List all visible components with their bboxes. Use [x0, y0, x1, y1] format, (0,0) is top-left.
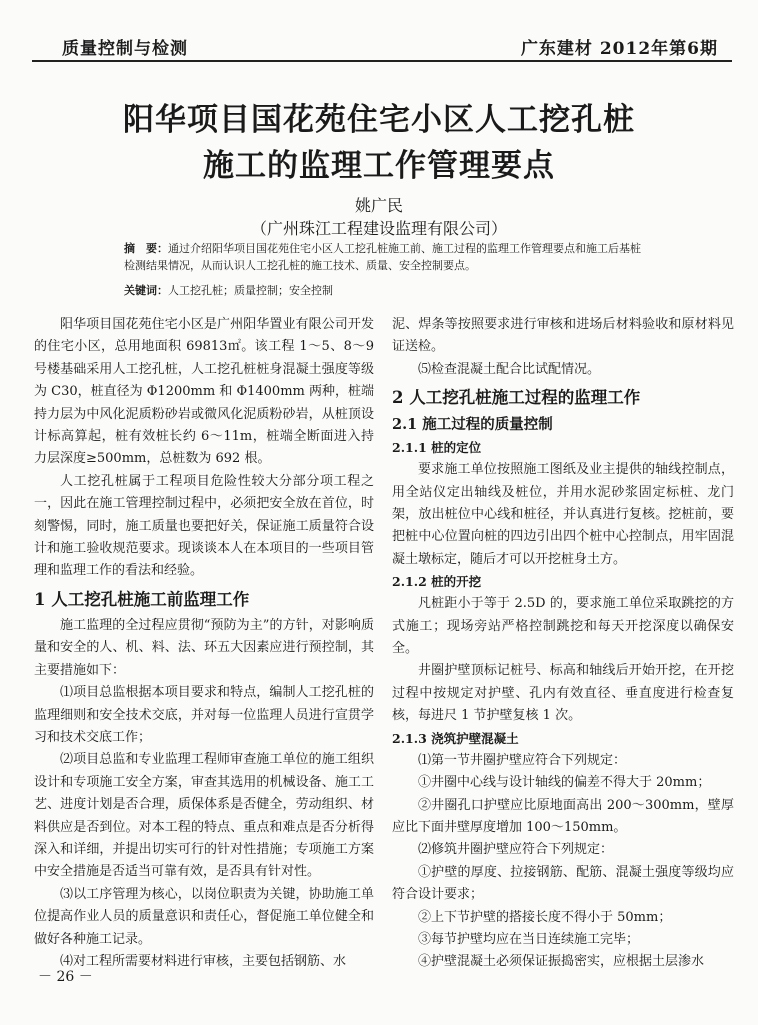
section-heading: 1 人工挖孔桩施工前监理工作 — [34, 589, 250, 609]
section-label: 质量控制与检测 — [62, 39, 188, 59]
keywords-label: 关键词： — [124, 284, 168, 297]
paragraph: ④护壁混凝土必须保证振捣密实，应根据土层渗水 — [418, 954, 705, 970]
paragraph: 井圈护壁顶标记桩号、标高和轴线后开始开挖，在开挖过程中按规定对护壁、孔内有效直径、垂直度进行检查复核，每进尺 1 节护壁复核 1 次。 — [392, 663, 734, 724]
paragraph: ⑸检查混凝土配合比试配情况。 — [418, 361, 601, 377]
author-name: 姚广民 — [354, 196, 403, 215]
paragraph: ②上下节护壁的搭接长度不得小于 50mm； — [418, 909, 672, 925]
paragraph: ②井圈孔口护壁应比原地面高出 200～300mm，壁厚应比下面井壁厚度增加 100～150mm。 — [392, 797, 734, 835]
subsection-heading: 2.1 施工过程的质量控制 — [392, 416, 553, 434]
right-column — [392, 314, 734, 974]
paragraph: ⑷对工程所需要材料进行审核，主要包括钢筋、水 — [60, 953, 347, 969]
paragraph: 泥、焊条等按照要求进行审核和进场后材料验收和原材料见证送检。 — [392, 317, 734, 355]
paragraph: ③每节护壁均应在当日连续施工完毕； — [418, 931, 640, 947]
section-heading: 2 人工挖孔桩施工过程的监理工作 — [392, 388, 641, 408]
subsubsection-heading: 2.1.2 桩的开挖 — [392, 574, 482, 590]
paragraph: ⑴第一节井圈护壁应符合下列规定： — [418, 752, 627, 768]
keywords-text: 人工挖孔桩；质量控制；安全控制 — [168, 284, 333, 297]
abstract — [124, 240, 644, 274]
paragraph: 凡桩距小于等于 2.5D 的，要求施工单位采取跳挖的方式施工；现场旁站严格控制跳挖和每天开挖深度以确保安全。 — [392, 596, 734, 657]
paragraph: ⑵项目总监和专业监理工程师审查施工单位的施工组织设计和专项施工安全方案，审查其选用的机械设备、施工工艺、进度计划是否合理，质保体系是否健全，劳动组织、材料供应是否到位。对本工程的特点、重点和难点是否分析得深入和详细，并提出切实可行的针对性措施；专项施工方案中安全措施是否适当可靠有效，是否具有针对性。 — [34, 752, 374, 880]
journal-issue: 广东建材 2012年第6期 — [520, 39, 718, 59]
paragraph: ⑵修筑井圈护壁应符合下列规定： — [418, 842, 614, 858]
page-number: － 26 － — [38, 969, 93, 985]
left-column — [34, 314, 374, 973]
running-header — [32, 0, 732, 62]
paragraph: 要求施工单位按照施工图纸及业主提供的轴线控制点，用全站仪定出轴线及桩位，并用水泥砂浆固定标桩、龙门架，放出桩位中心线和桩径，并认真进行复核。挖桩前，要把桩中心位置向桩的四边引出四个桩中心控制点，用牢固混凝土墩标定，随后才可以开挖桩身土方。 — [392, 462, 734, 567]
subsubsection-heading: 2.1.1 桩的定位 — [392, 440, 482, 456]
paragraph: ①护壁的厚度、拉接钢筋、配筋、混凝土强度等级均应符合设计要求； — [392, 864, 734, 903]
paragraph: 人工挖孔桩属于工程项目危险性较大分部分项工程之一，因此在施工管理控制过程中，必须把安全放在首位，时刻警惕，同时，施工质量也要把好关，保证施工质量符合设计和施工验收规范要求。现谈谈本人在本项目的一些项目管理和监理工作的看法和经验。 — [34, 473, 374, 579]
paragraph: 阳华项目国花苑住宅小区是广州阳华置业有限公司开发的住宅小区，总用地面积 69813㎡。该工程 1～5、8～9 号楼基础采用人工挖孔桩，人工挖孔桩桩身混凝土强度等级为 C30，桩直径为 Φ1200mm 和 Φ1400mm 两种，桩端持力层为中风化泥质粉砂岩或微风化泥质粉砂岩，从桩顶设计标高算起，桩有效桩长约 6～11m，桩端全断面进入持力层深度≥500mm，总桩数为 692 根。 — [34, 317, 374, 467]
article-title-line-2: 施工的监理工作管理要点 — [203, 148, 555, 184]
subsubsection-heading: 2.1.3 浇筑护壁混凝土 — [392, 730, 519, 746]
abstract-text: 通过介绍阳华项目国花苑住宅小区人工挖孔桩施工前、施工过程的监理工作管理要点和施工后基桩检测结果情况，从而认识人工挖孔桩的施工技术、质量、安全控制要点。 — [124, 242, 641, 272]
paragraph: 施工监理的全过程应贯彻“预防为主”的方针，对影响质量和安全的人、机、料、法、环五大因素应进行预控制，其主要措施如下： — [34, 617, 374, 678]
keywords — [124, 282, 644, 299]
author-affiliation: （广州珠江工程建设监理有限公司） — [250, 219, 507, 238]
abstract-label: 摘 要： — [124, 242, 168, 255]
article-title-line-1: 阳华项目国花苑住宅小区人工挖孔桩 — [123, 102, 635, 138]
paragraph: ①井圈中心线与设计轴线的偏差不得大于 20mm； — [418, 775, 711, 791]
paragraph: ⑴项目总监根据本项目要求和特点，编制人工挖孔桩的监理细则和安全技术交底，并对每一位监理人员进行宣贯学习和技术交底工作； — [34, 685, 374, 745]
paragraph: ⑶以工序管理为核心，以岗位职责为关键，协助施工单位提高作业人员的质量意识和责任心，督促施工单位健全和做好各种施工记录。 — [34, 886, 374, 947]
